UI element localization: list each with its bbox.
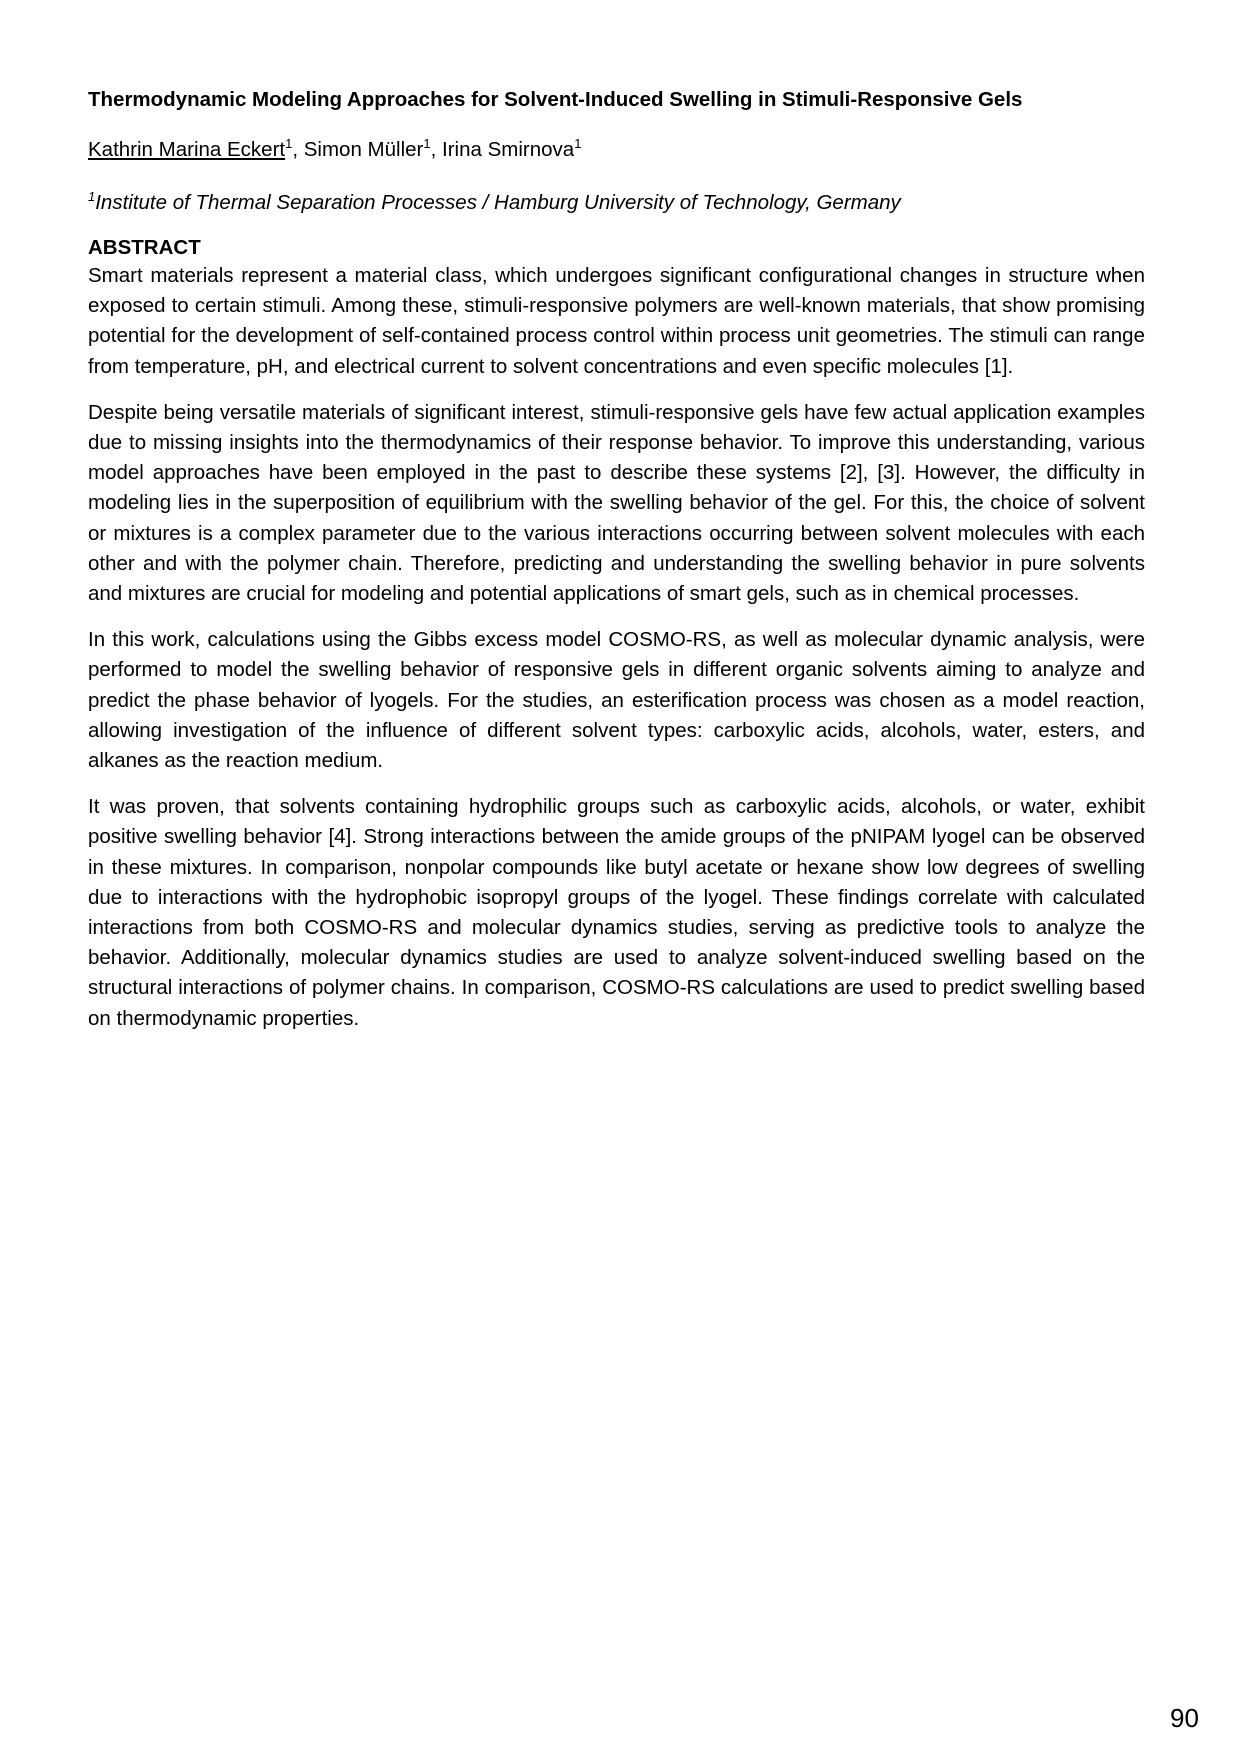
affiliation-text: Institute of Thermal Separation Processes / Hamburg University of Technology, Germany (95, 191, 901, 214)
affiliation (88, 189, 1145, 217)
author-name: Simon Müller (303, 138, 424, 161)
abstract-heading: ABSTRACT (88, 236, 201, 259)
author-name: Irina Smirnova (442, 138, 575, 161)
author-affiliation-marker: 1 (574, 136, 582, 152)
author-separator: , (292, 138, 304, 161)
abstract-paragraph: Despite being versatile materials of significant interest, stimuli-responsive gels have few actual application examples due to missing insights into the thermodynamics of their response behavior. To improve this understanding, various model approaches have been employed in the past to describe these systems [2], [3]. However, the difficulty in modeling lies in the superposition of equilibrium with the swelling behavior of the gel. For this, the choice of solvent or mixtures is a complex parameter due to the various interactions occurring between solvent molecules with each other and with the polymer chain. Therefore, predicting and understanding the swelling behavior in pure solvents and mixtures are crucial for modeling and potential applications of smart gels, such as in chemical processes. (88, 400, 1145, 606)
author-list (88, 136, 1145, 164)
author-name: Kathrin Marina Eckert (88, 138, 286, 161)
affiliation-marker: 1 (88, 189, 96, 205)
abstract-paragraph: In this work, calculations using the Gibbs excess model COSMO-RS, as well as molecular dynamic analysis, were performed to model the swelling behavior of responsive gels in different organic solvents aiming to analyze and predict the phase behavior of lyogels. For the studies, an esterification process was chosen as a model reaction, allowing investigation of the influence of different solvent types: carboxylic acids, alcohols, water, esters, and alkanes as the reaction medium. (88, 628, 1145, 773)
abstract-paragraph: Smart materials represent a material class, which undergoes significant configurational changes in structure when exposed to certain stimuli. Among these, stimuli-responsive polymers are well-known materials, that show promising potential for the development of self-contained process control within process unit geometries. The stimuli can range from temperature, pH, and electrical current to solvent concentrations and even specific molecules [1]. (88, 264, 1145, 378)
page-number: 90 (1170, 1703, 1199, 1733)
abstract-paragraph: It was proven, that solvents containing hydrophilic groups such as carboxylic acids, alcohols, or water, exhibit positive swelling behavior [4]. Strong interactions between the amide groups of the pNIPAM lyogel can be observed in these mixtures. In comparison, nonpolar compounds like butyl acetate or hexane show low degrees of swelling due to interactions with the hydrophobic isopropyl groups of the lyogel. These findings correlate with calculated interactions from both COSMO-RS and molecular dynamics studies, serving as predictive tools to analyze the behavior. Additionally, molecular dynamics studies are used to analyze solvent-induced swelling based on the structural interactions of polymer chains. In comparison, COSMO-RS calculations are used to predict swelling based on thermodynamic properties. (88, 795, 1145, 1030)
author-affiliation-marker: 1 (285, 136, 293, 152)
abstract-page (88, 86, 1145, 1050)
author-affiliation-marker: 1 (423, 136, 431, 152)
author-separator: , (430, 138, 443, 161)
paper-title: Thermodynamic Modeling Approaches for Solvent-Induced Swelling in Stimuli-Responsive Gels (88, 88, 1023, 111)
